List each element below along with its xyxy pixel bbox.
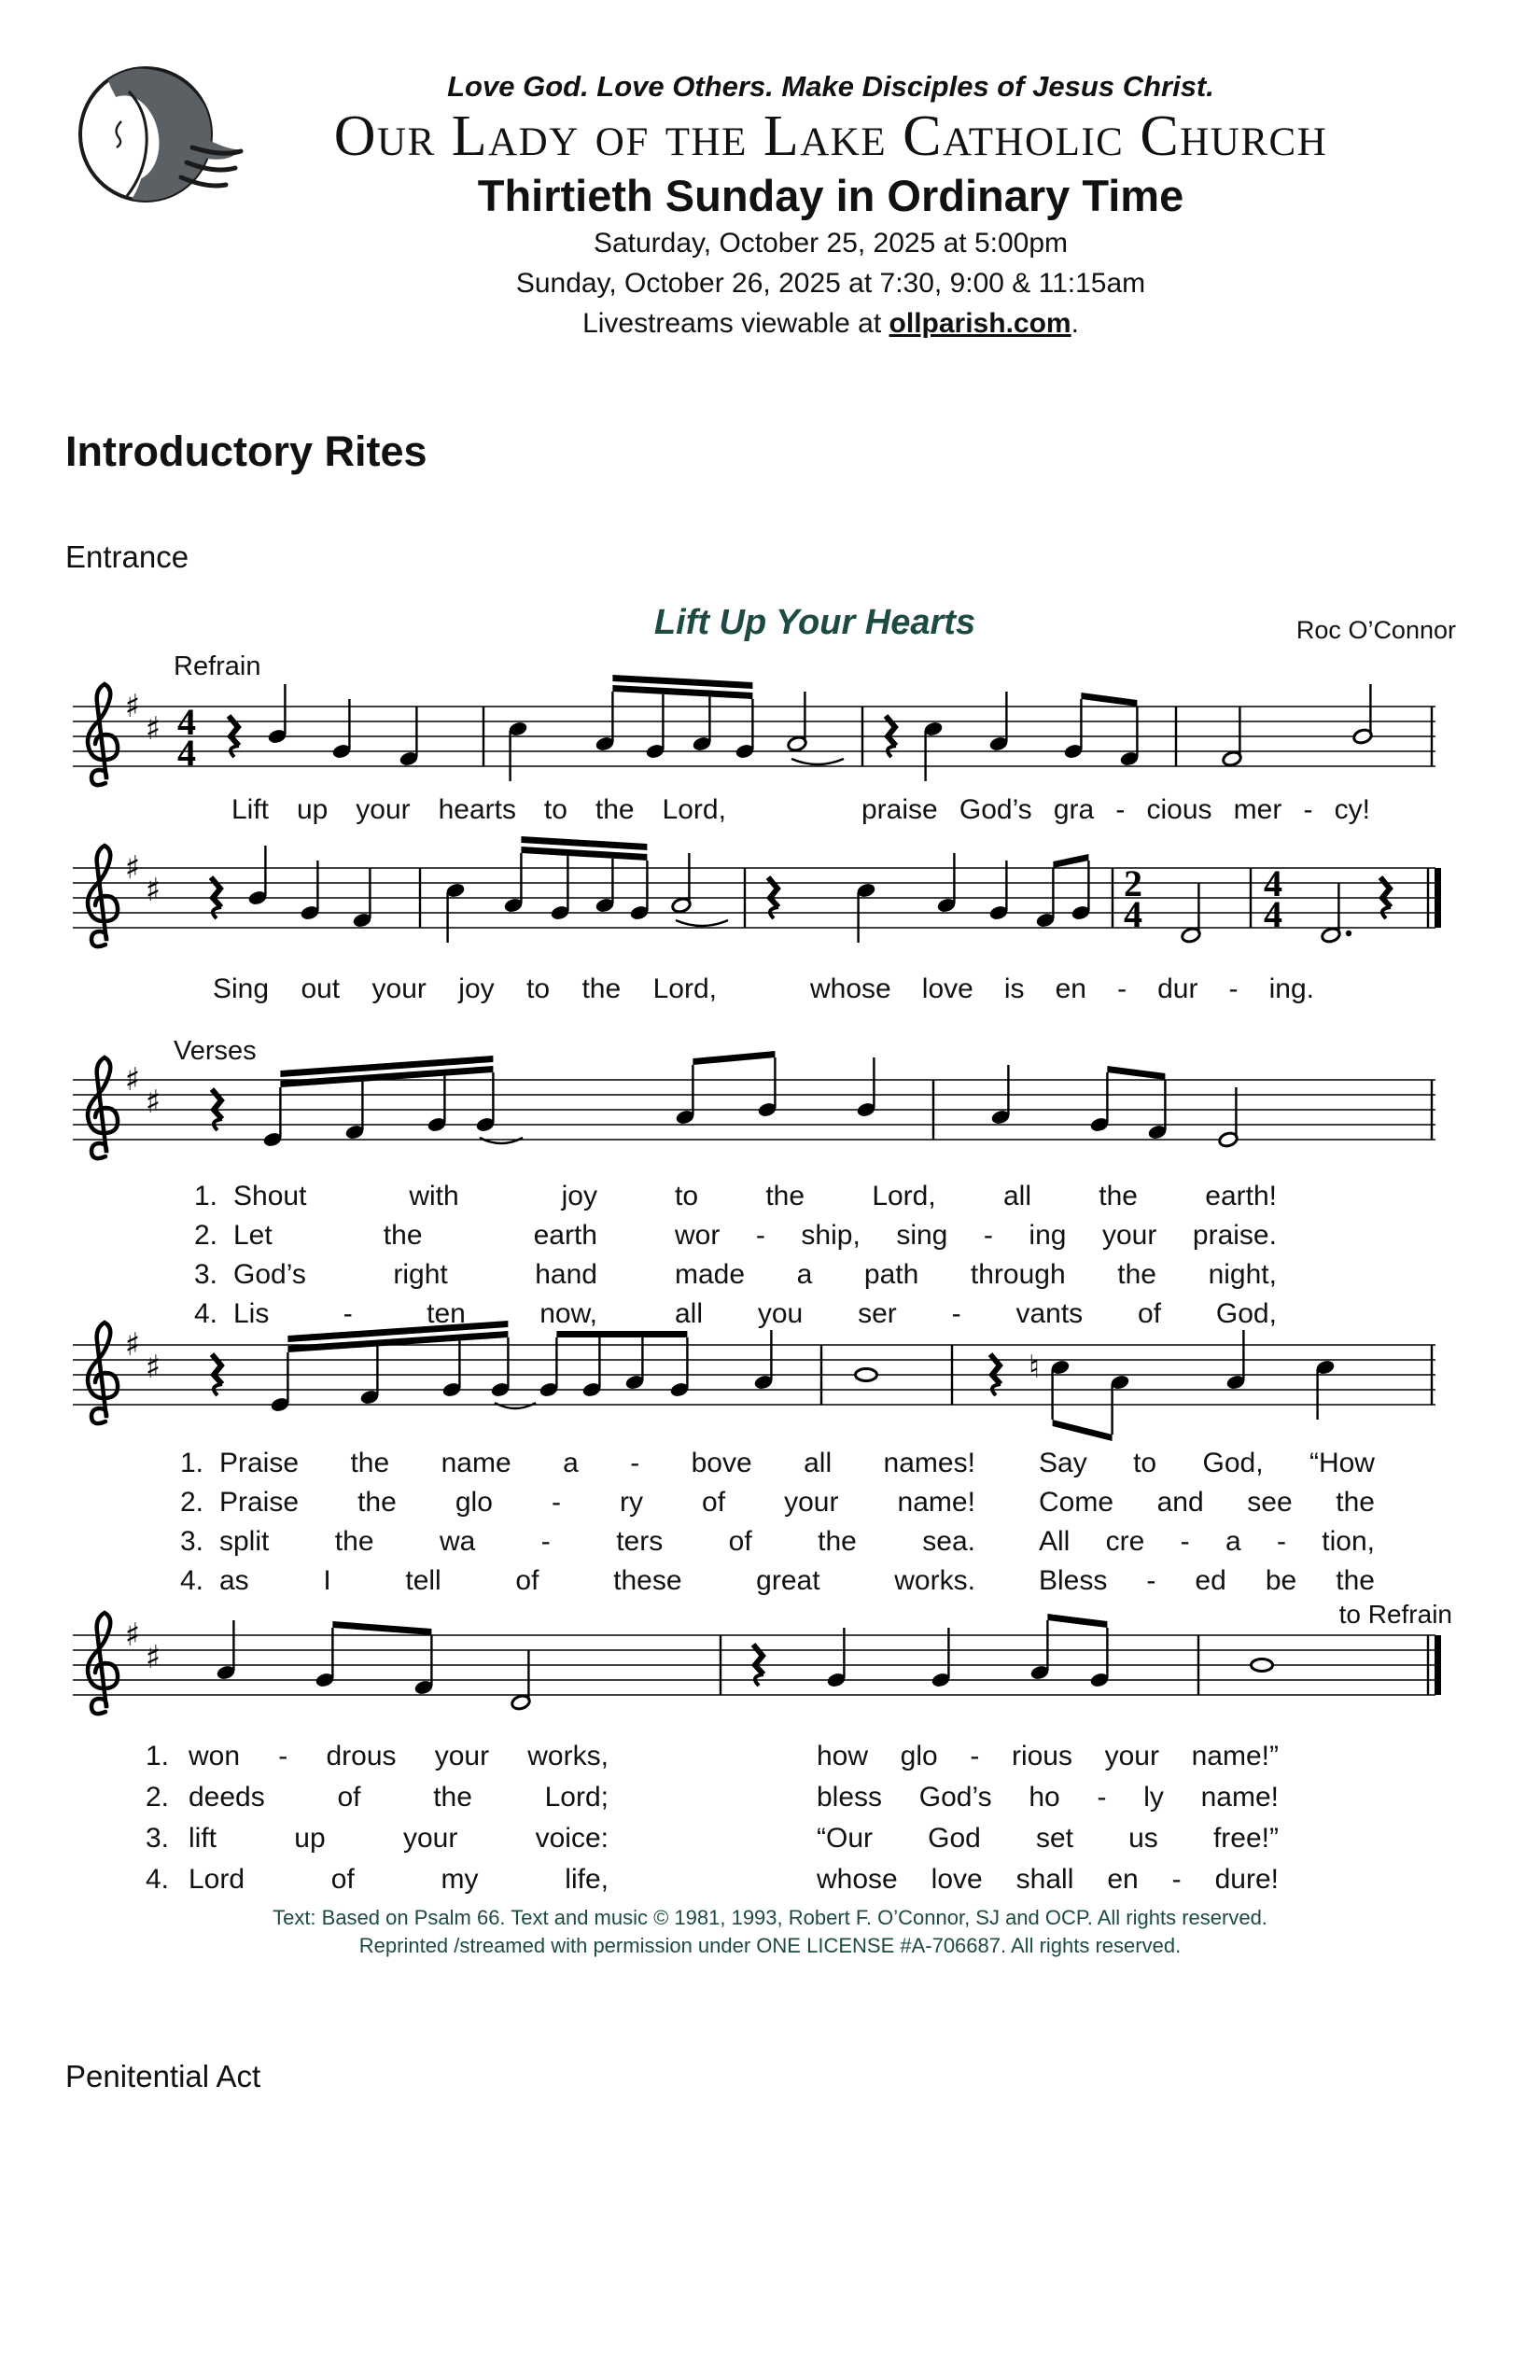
- lyric-segment: praise God’s gra - cious mer - cy!: [861, 794, 1370, 825]
- verse-lyric-line: [73, 1562, 1435, 1602]
- verse-number: 2.: [180, 1487, 204, 1518]
- feast-title: Thirtieth Sunday in Ordinary Time: [477, 171, 1184, 220]
- svg-text:♯: ♯: [124, 1326, 141, 1364]
- svg-text:♯: ♯: [145, 1349, 161, 1386]
- verse-number: 1.: [146, 1741, 170, 1771]
- lyric-segment: Lord of my life,: [189, 1864, 609, 1895]
- lyric-segment: Shout with joy: [233, 1181, 597, 1211]
- svg-text:♯: ♯: [145, 1639, 161, 1676]
- verse-number: 3.: [180, 1526, 204, 1557]
- verse-lyric-line: [73, 1523, 1435, 1562]
- lyric-segment: all you ser - vants of God,: [675, 1298, 1277, 1329]
- livestream-note: [224, 303, 1437, 343]
- verse-lyric-line: [73, 1178, 1435, 1217]
- verse-lyric-line: [73, 1295, 1435, 1335]
- lyric-segment: deeds of the Lord;: [189, 1782, 609, 1813]
- lyric-segment: wor - ship, sing - ing your praise.: [675, 1220, 1277, 1251]
- hymn-title: Lift Up Your Hearts: [653, 603, 976, 642]
- svg-text:♯: ♯: [145, 872, 161, 909]
- svg-text:4: 4: [1264, 893, 1282, 935]
- lyric-segment: as I tell of these great works.: [219, 1565, 975, 1596]
- verse-number: 1.: [180, 1448, 204, 1478]
- verse-lyric-line: [73, 1484, 1435, 1523]
- lyric-segment: to the Lord, all the earth!: [675, 1181, 1277, 1211]
- svg-text:4: 4: [1124, 893, 1142, 935]
- verse-number: 4.: [180, 1565, 204, 1596]
- music-staff-verses-3: [73, 1596, 1435, 1734]
- verse-number: 2.: [146, 1782, 170, 1813]
- svg-text:♯: ♯: [145, 710, 161, 748]
- verse-lyric-line: [73, 1738, 1435, 1779]
- refrain-label: Refrain: [174, 651, 261, 681]
- verse-number: 4.: [194, 1298, 218, 1329]
- refrain-lyric-line-2: [73, 973, 1435, 1006]
- verses-label: Verses: [174, 1036, 257, 1066]
- lyric-segment: “Our God set us free!”: [817, 1823, 1279, 1854]
- lyric-segment: whose love is en - dur - ing.: [810, 973, 1314, 1004]
- verse-lyric-line: [73, 1217, 1435, 1256]
- music-staff-refrain-2: [73, 829, 1435, 967]
- hymn-credits-line-2: Reprinted /streamed with permission under ONE LICENSE #A-706687. All rights reserved.: [358, 1934, 1182, 1957]
- lyric-segment: Lis - ten now,: [233, 1298, 597, 1329]
- mass-time-sunday: Sunday, October 26, 2025 at 7:30, 9:00 & 11:15am: [515, 268, 1146, 299]
- verse-lyric-line: [73, 1861, 1435, 1902]
- lyric-segment: Sing out your joy to the Lord,: [213, 973, 717, 1004]
- verse-lyrics-group-1: [73, 1178, 1435, 1335]
- to-refrain-label: to Refrain: [1338, 1600, 1452, 1629]
- lyric-segment: Lift up your hearts to the Lord,: [231, 794, 726, 825]
- lyric-segment: lift up your voice:: [189, 1823, 609, 1854]
- verse-lyric-line: [73, 1445, 1435, 1484]
- lyric-segment: whose love shall en - dure!: [817, 1864, 1279, 1895]
- lyric-segment: won - drous your works,: [189, 1741, 609, 1771]
- page-header: [224, 70, 1437, 343]
- parish-tagline: Love God. Love Others. Make Disciples of Jesus Christ.: [447, 70, 1214, 103]
- hymn-credits-line-1: Text: Based on Psalm 66. Text and music © 1981, 1993, Robert F. O’Connor, SJ and OCP. All rights reserved.: [273, 1906, 1267, 1929]
- lyric-segment: Let the earth: [233, 1220, 597, 1251]
- lyric-segment: Praise the name a - bove all names!: [219, 1448, 975, 1478]
- verse-lyrics-group-3: [73, 1738, 1435, 1902]
- lyric-gap: [726, 793, 861, 827]
- svg-text:4: 4: [177, 732, 196, 774]
- lyric-gap: [717, 973, 810, 1006]
- svg-text:♯: ♯: [124, 688, 141, 725]
- music-staff-verses-1: [73, 1041, 1435, 1179]
- lyric-segment: Praise the glo - ry of your name!: [219, 1487, 975, 1518]
- svg-text:4: 4: [1264, 862, 1282, 904]
- verse-lyric-line: [73, 1256, 1435, 1295]
- refrain-lyric-line-1: [73, 793, 1435, 827]
- svg-text:♯: ♯: [124, 1617, 141, 1654]
- parish-logo: [54, 65, 245, 205]
- parish-name: Our Lady of the Lake Catholic Church: [333, 105, 1328, 168]
- svg-text:♯: ♯: [145, 1084, 161, 1121]
- verse-number: 3.: [146, 1823, 170, 1854]
- section-penitential-act: Penitential Act: [65, 2059, 261, 2093]
- lyric-segment: All cre - a - tion,: [1039, 1526, 1375, 1557]
- section-introductory-rites: Introductory Rites: [65, 427, 427, 475]
- mass-time-saturday: Saturday, October 25, 2025 at 5:00pm: [593, 228, 1069, 259]
- svg-text:2: 2: [1124, 862, 1142, 904]
- verse-lyrics-group-2: [73, 1445, 1435, 1602]
- svg-text:♯: ♯: [124, 849, 141, 887]
- livestream-suffix: .: [1071, 308, 1079, 339]
- livestream-prefix: Livestreams viewable at: [582, 308, 889, 339]
- svg-text:♮: ♮: [1028, 1349, 1041, 1386]
- lyric-segment: bless God’s ho - ly name!: [817, 1782, 1279, 1813]
- verse-number: 1.: [194, 1181, 218, 1211]
- verse-lyric-line: [73, 1820, 1435, 1861]
- lyric-segment: Say to God, “How: [1039, 1448, 1375, 1478]
- verse-number: 4.: [146, 1864, 170, 1895]
- lyric-segment: Come and see the: [1039, 1487, 1375, 1518]
- livestream-link[interactable]: ollparish.com: [889, 308, 1071, 339]
- lyric-segment: split the wa - ters of the sea.: [219, 1526, 975, 1557]
- lyric-segment: Bless - ed be the: [1039, 1565, 1375, 1596]
- music-staff-refrain-1: [73, 667, 1435, 805]
- verse-number: 2.: [194, 1220, 218, 1251]
- verse-lyric-line: [73, 1779, 1435, 1820]
- verse-number: 3.: [194, 1259, 218, 1290]
- svg-text:4: 4: [177, 701, 196, 743]
- section-entrance: Entrance: [65, 539, 189, 574]
- lyric-segment: made a path through the night,: [675, 1259, 1277, 1290]
- svg-text:♯: ♯: [124, 1061, 141, 1099]
- lyric-segment: God’s right hand: [233, 1259, 597, 1290]
- lyric-segment: how glo - rious your name!”: [817, 1741, 1279, 1771]
- hymn-composer: Roc O’Connor: [1295, 616, 1456, 644]
